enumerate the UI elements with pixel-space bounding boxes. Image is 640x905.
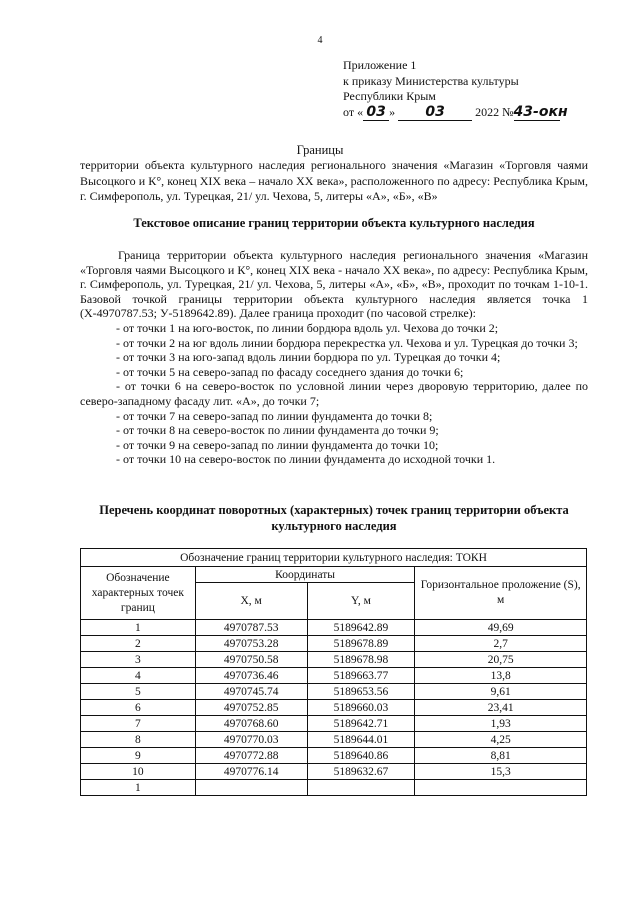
point-cell: 10	[81, 764, 196, 780]
y-cell: 5189642.71	[307, 716, 415, 732]
point-cell: 8	[81, 732, 196, 748]
y-cell: 5189678.98	[307, 652, 415, 668]
y-cell: 5189678.89	[307, 636, 415, 652]
table-row	[81, 764, 587, 780]
coords-title-line-1: Перечень координат поворотных (характерных) точек границ территории объекта	[99, 503, 569, 517]
point-cell: 7	[81, 716, 196, 732]
table-row	[81, 700, 587, 716]
x-cell: 4970768.60	[195, 716, 307, 732]
distance-cell: 49,69	[415, 620, 587, 636]
point-cell: 2	[81, 636, 196, 652]
text-section-title: Текстовое описание границ территории объекта культурного наследия	[133, 216, 535, 230]
col-header-coords: Координаты	[195, 567, 415, 583]
y-cell: 5189660.03	[307, 700, 415, 716]
boundary-item: - от точки 3 на юго-запад вдоль линии бордюра по ул. Турецкая до точки 4;	[116, 350, 501, 365]
date-prefix: от «	[343, 104, 364, 119]
point-cell: 1	[81, 620, 196, 636]
distance-cell: 1,93	[415, 716, 587, 732]
x-cell: 4970772.88	[195, 748, 307, 764]
coords-title-line-2: культурного наследия	[271, 519, 397, 533]
object-description: территории объекта культурного наследия регионального значения «Магазин «Торговля чаями Высоцкого и К°, конец XIX века – начало XX века», расположенного по адресу: Республика Крым, г. Симферополь, ул. Турецкая, 21/ ул. Чехова, 5, литеры «А», «Б», «В»	[80, 158, 588, 203]
point-cell: 1	[81, 780, 196, 796]
table-caption: Обозначение границ территории культурного наследия: ТОКН	[81, 549, 587, 567]
x-cell: 4970753.28	[195, 636, 307, 652]
col-header-x: Х, м	[195, 583, 307, 620]
y-cell: 5189663.77	[307, 668, 415, 684]
table-row	[81, 716, 587, 732]
boundary-item: - от точки 1 на юго-восток, по линии бордюра вдоль ул. Чехова до точки 2;	[116, 320, 499, 335]
boundary-item: - от точки 2 на юг вдоль линии бордюра перекрестка ул. Чехова и ул. Турецкая до точки 3;	[116, 335, 578, 350]
table-row	[81, 732, 587, 748]
x-cell: 4970745.74	[195, 684, 307, 700]
boundary-intro: Граница территории объекта культурного наследия регионального значения «Магазин «Торговля чаями Высоцкого и К°, конец XIX века - начало XX века», по адресу: Республика Крым, г. Симферополь, ул. Турецкая, 21/ ул. Чехова, 5, литеры «А», «Б», «В», проходит по точкам 1-10-1. Базовой точкой границы территории объекта культурного наследия является точка 1 (Х-4970787.53; У-5189642.89). Далее граница проходит (по часовой стрелке):	[80, 248, 588, 321]
order-day: 03	[363, 105, 389, 122]
boundary-description	[80, 248, 588, 467]
boundary-item: - от точки 7 на северо-запад по линии фундамента до точки 8;	[116, 408, 433, 423]
date-mid: »	[389, 104, 396, 119]
y-cell: 5189642.89	[307, 620, 415, 636]
distance-cell: 15,3	[415, 764, 587, 780]
distance-cell: 23,41	[415, 700, 587, 716]
table-row	[81, 748, 587, 764]
col-header-distance: Горизонтальное проложение (S), м	[415, 567, 587, 620]
point-cell: 3	[81, 652, 196, 668]
y-cell: 5189632.67	[307, 764, 415, 780]
col-header-y: Y, м	[307, 583, 415, 620]
y-cell	[307, 780, 415, 796]
x-cell: 4970787.53	[195, 620, 307, 636]
distance-cell: 20,75	[415, 652, 587, 668]
distance-cell: 2,7	[415, 636, 587, 652]
table-row	[81, 620, 587, 636]
distance-cell: 4,25	[415, 732, 587, 748]
y-cell: 5189644.01	[307, 732, 415, 748]
x-cell: 4970752.85	[195, 700, 307, 716]
table-row	[81, 780, 587, 796]
appendix-line-1: Приложение 1	[343, 58, 417, 72]
x-cell: 4970736.46	[195, 668, 307, 684]
y-cell: 5189653.56	[307, 684, 415, 700]
boundary-item: - от точки 6 на северо-восток по условной линии через дворовую территорию, далее по северо-западному фасаду лит. «А», до точки 7;	[80, 379, 588, 408]
table-row	[81, 668, 587, 684]
order-year: 2022 №	[475, 104, 514, 119]
point-cell: 4	[81, 668, 196, 684]
point-cell: 9	[81, 748, 196, 764]
table-row	[81, 636, 587, 652]
table-row	[81, 652, 587, 668]
x-cell	[195, 780, 307, 796]
coordinates-table	[80, 548, 587, 796]
distance-cell	[415, 780, 587, 796]
order-month: 03	[398, 105, 472, 122]
boundary-item: - от точки 10 на северо-восток по линии фундамента до исходной точки 1.	[116, 452, 496, 467]
appendix-line-3: Республики Крым	[343, 89, 436, 103]
order-date-line	[343, 103, 568, 122]
order-number: 43-окн	[513, 103, 568, 120]
point-cell: 5	[81, 684, 196, 700]
table-row	[81, 684, 587, 700]
x-cell: 4970776.14	[195, 764, 307, 780]
boundary-item: - от точки 9 на северо-запад по линии фундамента до точки 10;	[116, 437, 439, 452]
y-cell: 5189640.86	[307, 748, 415, 764]
col-header-point: Обозначение характерных точек границ	[81, 567, 196, 620]
document-title: Границы	[296, 143, 344, 157]
boundary-item: - от точки 8 на северо-восток по линии фундамента до точки 9;	[116, 423, 439, 438]
coords-section-title	[80, 502, 588, 534]
appendix-block	[343, 58, 568, 121]
distance-cell: 8,81	[415, 748, 587, 764]
boundary-item: - от точки 5 на северо-запад по фасаду соседнего здания до точки 6;	[116, 364, 464, 379]
x-cell: 4970770.03	[195, 732, 307, 748]
distance-cell: 13,8	[415, 668, 587, 684]
distance-cell: 9,61	[415, 684, 587, 700]
table-body	[81, 620, 587, 796]
point-cell: 6	[81, 700, 196, 716]
appendix-line-2: к приказу Министерства культуры	[343, 73, 519, 88]
page-number: 4	[317, 35, 323, 46]
x-cell: 4970750.58	[195, 652, 307, 668]
